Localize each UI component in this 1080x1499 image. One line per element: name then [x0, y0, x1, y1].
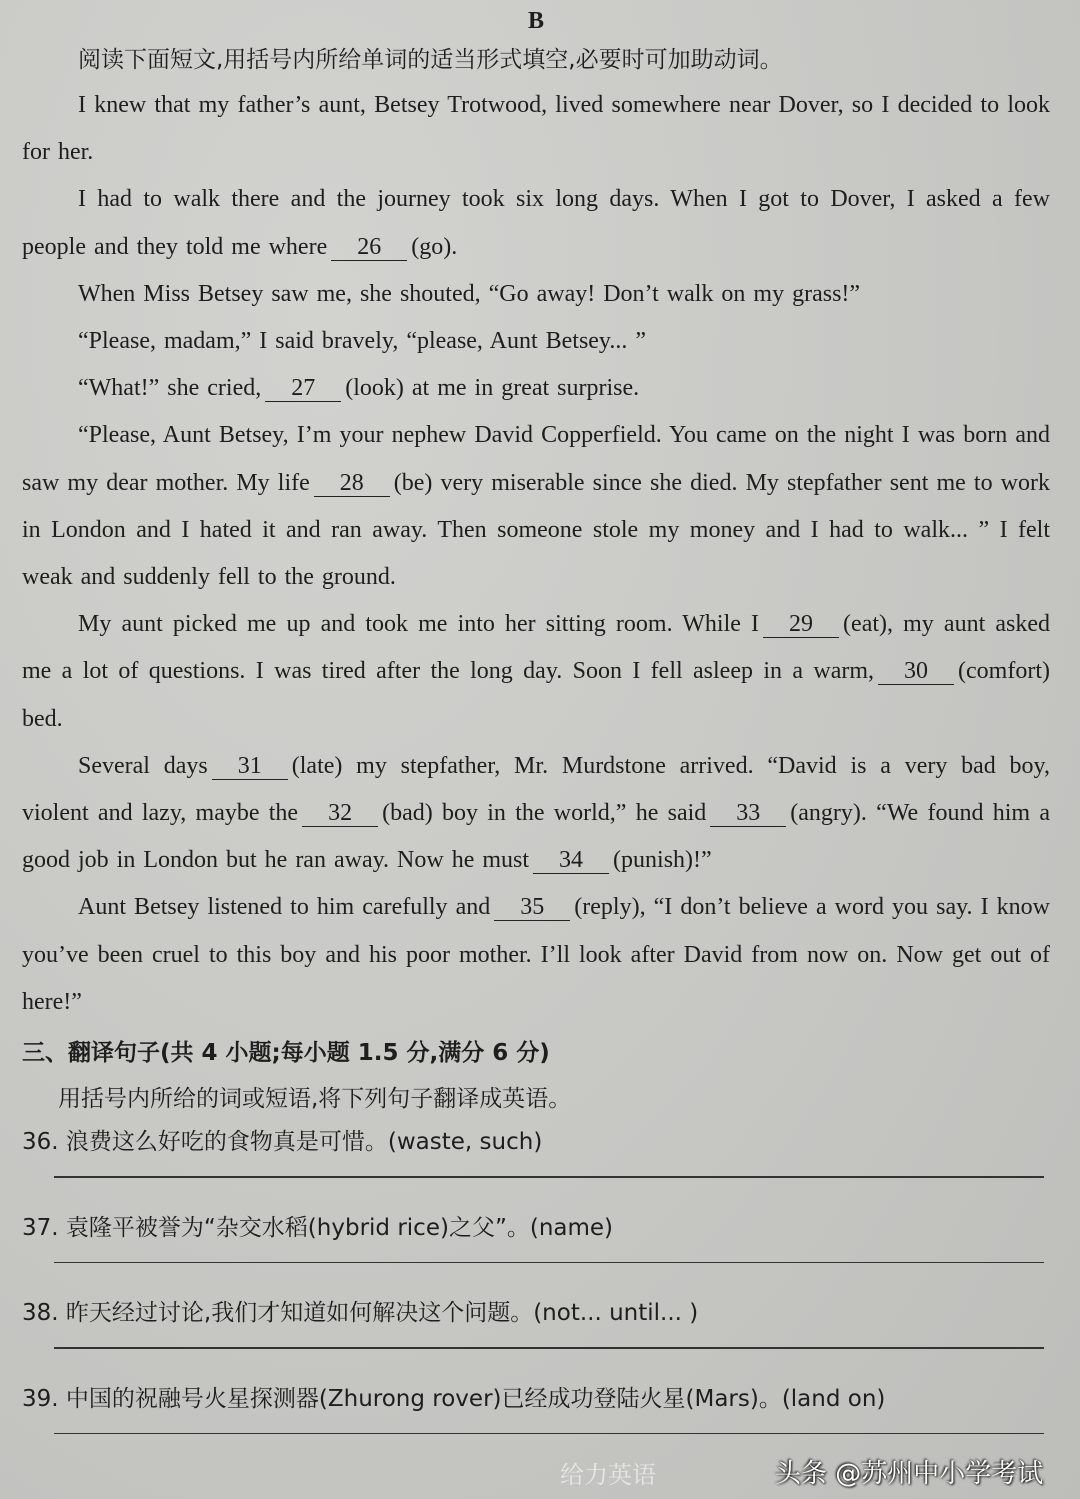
paragraph-text: (go).	[411, 233, 458, 260]
paragraph-text: My aunt picked me up and took me into her sitting room. While I	[78, 611, 760, 638]
blank-35: 35	[494, 894, 570, 921]
exam-page	[22, 4, 1050, 1434]
answer-line-38	[54, 1347, 1044, 1349]
paragraph-text: (punish)!”	[613, 847, 712, 874]
blank-26: 26	[331, 234, 407, 261]
paragraph-text: (look) at me in great surprise.	[345, 375, 640, 402]
paragraph-text: (eat), my aunt asked me a lot of questions. I was tired after the long day. Soon I fell asleep in a warm,	[22, 611, 1051, 685]
paragraph-text: When Miss Betsey saw me, she shouted, “Go away! Don’t walk on my grass!”	[78, 280, 861, 307]
paragraph	[22, 601, 1050, 743]
answer-line-36	[54, 1176, 1044, 1178]
blank-27: 27	[265, 375, 341, 402]
blank-30: 30	[878, 658, 954, 685]
paragraph-text: Several days	[78, 752, 208, 779]
paragraph-text: “Please, Aunt Betsey, I’m your nephew David Copperfield. You came on the night I was born and saw my dear mother. My life	[22, 422, 1050, 496]
blank-28: 28	[314, 470, 390, 497]
paragraph-text: “Please, madam,” I said bravely, “please, Aunt Betsey... ”	[78, 328, 647, 355]
paragraph-text: (late) my stepfather, Mr. Murdstone arrived. “David is a very bad boy, violent and lazy, maybe the	[22, 752, 1050, 827]
blank-33: 33	[710, 800, 786, 827]
part3-instruction: 用括号内所给的词或短语,将下列句子翻译成英语。	[58, 1086, 572, 1113]
blank-31: 31	[212, 753, 288, 780]
blank-32: 32	[302, 800, 378, 827]
paragraph-text: “What!” she cried,	[78, 375, 262, 402]
question-39: 39. 中国的祝融号火星探测器(Zhurong rover)已经成功登陆火星(Mars)。(land on)	[22, 1385, 886, 1412]
watermark-faint: 给力英语	[560, 1461, 656, 1489]
question-36: 36. 浪费这么好吃的食物真是可惜。(waste, such)	[22, 1129, 543, 1156]
paragraph-text: I knew that my father’s aunt, Betsey Trotwood, lived somewhere near Dover, so I decided to look for her.	[22, 92, 1050, 166]
paragraph	[22, 412, 1050, 601]
blank-34: 34	[533, 847, 609, 874]
paragraph-text: I had to walk there and the journey took six long days. When I got to Dover, I asked a few people and they told me where	[22, 186, 1050, 260]
paragraph-text: (bad) boy in the world,” he said	[382, 800, 707, 827]
paragraph	[22, 318, 1050, 365]
question-38: 38. 昨天经过讨论,我们才知道如何解决这个问题。(not... until... )	[22, 1300, 699, 1327]
watermark: 头条 @苏州中小学考试	[775, 1459, 1044, 1489]
paragraph	[22, 365, 1050, 412]
paragraph-text: (reply), “I don’t believe a word you say. I know you’ve been cruel to this boy and his poor mother. I’ll look after David from now on. Now get out of here!”	[22, 894, 1050, 1015]
paragraph-text: Aunt Betsey listened to him carefully and	[78, 894, 491, 921]
paragraph-text: (angry). “We found him a good job in London but he ran away. Now he must	[22, 800, 1050, 874]
paragraph	[22, 82, 1050, 176]
question-list	[22, 1122, 1050, 1434]
paragraph	[22, 176, 1050, 270]
instruction: 阅读下面短文,用括号内所给单词的适当形式填空,必要时可加助动词。	[78, 47, 783, 73]
part3-heading: 三、翻译句子(共 4 小题;每小题 1.5 分,满分 6 分)	[22, 1040, 550, 1067]
paragraph	[22, 743, 1050, 885]
paragraph-text: (comfort) bed.	[22, 658, 1050, 732]
paragraph-text: (be) very miserable since she died. My stepfather sent me to work in London and I hated it and ran away. Then someone stole my money and I had to walk... ” I felt weak and suddenly fell to the ground.	[22, 469, 1050, 591]
answer-line-37	[54, 1262, 1044, 1264]
question-37: 37. 袁隆平被誉为“杂交水稻(hybrid rice)之父”。(name)	[22, 1214, 614, 1241]
passage	[22, 82, 1050, 1026]
paragraph	[22, 884, 1050, 1026]
answer-line-39	[54, 1433, 1044, 1435]
section-title: B	[527, 8, 544, 34]
blank-29: 29	[763, 611, 839, 638]
paragraph	[22, 271, 1050, 318]
